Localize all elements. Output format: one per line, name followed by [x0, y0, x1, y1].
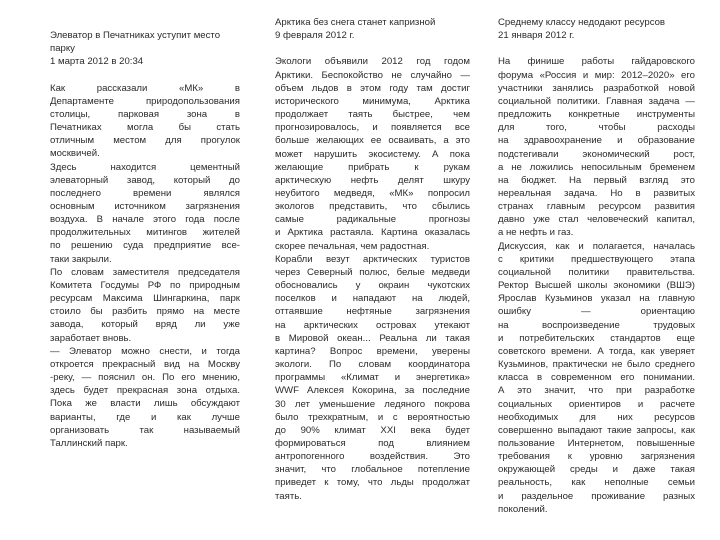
article-paragraph — [275, 253, 470, 503]
text-line: прогнозировалось, и появляется все — [275, 122, 470, 134]
text-line: давно уже стал человеческий капитал, — [498, 214, 695, 226]
text-line: реальность, как неполные семьи — [498, 477, 695, 489]
text-line: странах главным ресурсом развития — [498, 201, 695, 213]
text-line: Таллинский парк. — [50, 437, 128, 449]
text-line: Здесь находится цементный — [50, 161, 240, 173]
text-line: социальных ориентиров и расчете — [498, 398, 695, 410]
text-line: Дискуссия, как и полагается, началась — [498, 240, 695, 252]
text-line: Корабли везут арктических туристов — [275, 253, 470, 265]
text-line: участники занялись разработкой новой — [498, 82, 695, 94]
text-line: оттаявшие нефтяные загрязнения — [275, 306, 470, 318]
text-line: столицы, парковая зона в — [50, 108, 240, 120]
article-paragraph — [498, 240, 695, 516]
text-line: организовать так называемый — [50, 424, 240, 436]
text-line: по решению суда предприятие все- — [50, 240, 240, 252]
article-date: 9 февраля 2012 г. — [275, 30, 355, 42]
text-line: необходимых для них ресурсов — [498, 411, 695, 423]
text-line: WWF Алексея Кокорина, за последние — [275, 385, 470, 397]
text-line: А это значит, что при разработке — [498, 385, 695, 397]
text-line: Как рассказали «МК» в — [50, 82, 240, 94]
text-line: — Элеватор можно снести, и тогда — [50, 345, 240, 357]
text-line: желающие прибрать к рукам — [275, 161, 470, 173]
text-line: Арктики. Беспокойство не случайно — — [275, 69, 470, 81]
article-column-elevator — [50, 29, 240, 450]
article-title: Среднему классу недодают ресурсов — [498, 17, 666, 28]
text-line: Пока же власти лишь обсуждают — [50, 398, 240, 410]
text-line: ресурсам Максима Шингаркина, парк — [50, 293, 240, 305]
text-line: На финише работы гайдаровского — [498, 56, 695, 68]
text-line: таки закрыли. — [50, 253, 112, 265]
article-paragraph — [50, 345, 240, 450]
text-line: неубитого медведя, «МК» попросил — [275, 188, 470, 200]
text-line: Экологи объявили 2012 год годом — [275, 56, 470, 68]
article-paragraph — [50, 266, 240, 345]
text-line: может нарушить экосистему. А пока — [275, 148, 470, 160]
text-line: и Арктика растаяла. Картина оказалась — [275, 227, 470, 239]
text-line: значит, что глобальное потепление — [275, 464, 470, 476]
text-line: поколений. — [498, 503, 548, 515]
article-paragraph — [498, 55, 695, 239]
text-line: исторического минимума, Арктика — [275, 95, 470, 107]
text-line: арктическую нефть делят шкуру — [275, 174, 470, 186]
text-line: По словам заместителя председателя — [50, 266, 240, 278]
text-line: совершенно выпадают такие запросы, как — [498, 424, 695, 436]
text-line: социальной политики правительства. — [498, 266, 695, 278]
text-line: больше желающих ее осваивать, а это — [275, 135, 470, 147]
text-line: с критики предшествующего этапа — [498, 253, 695, 265]
spacer — [275, 42, 470, 55]
text-line: на бюджет. На первый взгляд это — [498, 174, 695, 186]
text-line: а не нефть и газ. — [498, 227, 574, 239]
text-line: -реку, — пояснил он. По его мнению, — [50, 372, 240, 384]
text-line: Комитета Госдумы РФ по природным — [50, 279, 240, 291]
text-line: воздуха. В начале этого года после — [50, 214, 240, 226]
text-line: завода, который вряд ли уже — [50, 319, 240, 331]
text-line: программы «Климат и энергетика» — [275, 372, 470, 384]
text-line: нереальная задача. Но в развитых — [498, 188, 695, 200]
article-title: Элеватор в Печатниках уступит место — [50, 30, 221, 41]
text-line: формироваться под влиянием — [275, 437, 470, 449]
text-line: Департаменте природопользования — [50, 95, 240, 107]
text-line: стоило бы разбить прямо на месте — [50, 306, 240, 318]
text-line: окружающей среды и даже такая — [498, 464, 695, 476]
text-line: советского времени. А тогда, как уверяет — [498, 345, 695, 357]
text-line: антропогенного воздействия. Это — [275, 451, 470, 463]
text-line: здесь будет прекрасная зона отдыха. — [50, 385, 240, 397]
text-line: экологов представить, что сбылись — [275, 201, 470, 213]
text-line: до 90% климат XXI века будет — [275, 424, 470, 436]
text-line: подстегивали экономический рост, — [498, 148, 695, 160]
text-line: картина? Вопрос времени, уверены — [275, 345, 470, 357]
text-line: в Мировой океан... Реальна ли такая — [275, 332, 470, 344]
text-line: Ярослав Кузьминов указал на главную — [498, 293, 695, 305]
text-line: приведет к тому, что льды продолжат — [275, 477, 470, 489]
text-line: откроется прекрасный вид на Москву — [50, 358, 240, 370]
text-line: элеваторный завод, который до — [50, 174, 240, 186]
text-line: предложить конкретные инструменты — [498, 109, 695, 121]
article-column-middle-class — [498, 16, 695, 516]
text-line: заработает вновь. — [50, 332, 132, 344]
text-line: социальной политики. Главная задача — — [498, 95, 695, 107]
article-column-arctic — [275, 16, 470, 503]
text-line: москвичей. — [50, 148, 100, 160]
text-line: таять. — [275, 490, 302, 502]
text-line: Печатниках могла бы стать — [50, 122, 240, 134]
article-paragraph — [50, 161, 240, 266]
text-line: объем льдов в этом году там достиг — [275, 82, 470, 94]
article-date: 1 марта 2012 в 20:34 — [50, 56, 144, 68]
text-line: самые радикальные прогнозы — [275, 214, 470, 226]
text-line: было трехкратным, и с вероятностью — [275, 411, 470, 423]
text-line: и раздельное проживание разных — [498, 490, 695, 502]
text-line: отличным местом для прогулок — [50, 135, 240, 147]
article-paragraph — [275, 55, 470, 252]
text-line: на арктических островах утекают — [275, 319, 470, 331]
text-line: Кузьминов, практически не было среднего — [498, 359, 695, 371]
text-line: варианты, где и как лучше — [50, 411, 240, 423]
text-line: продолжает таять быстрее, чем — [275, 109, 470, 121]
text-line: класса в современном его понимании. — [498, 372, 695, 384]
spacer — [498, 42, 695, 55]
text-line: основным источником загрязнения — [50, 201, 240, 213]
text-line: для того, чтобы расходы — [498, 122, 695, 134]
text-line: требования к уровню загрязнения — [498, 451, 695, 463]
text-line: продолжительных митингов жителей — [50, 227, 240, 239]
text-line: последнего времени являлся — [50, 187, 240, 199]
text-line: ошибку — ориентацию — [498, 306, 695, 318]
text-line: через Северный полюс, белые медведи — [275, 266, 470, 278]
article-date: 21 января 2012 г. — [498, 30, 575, 42]
text-line: Ректор Высшей школы экономики (ВШЭ) — [498, 280, 695, 292]
spacer — [50, 68, 240, 81]
text-line: и потребительских стандартов еще — [498, 332, 695, 344]
text-line: а не ложились непосильным бременем — [498, 161, 695, 173]
text-line: 30 лет уменьшение ледяного покрова — [275, 398, 470, 410]
text-line: на воспроизведение трудовых — [498, 319, 695, 331]
text-line: скорее печальная, чем радостная. — [275, 240, 430, 252]
text-line: поселков и нападают на людей, — [275, 293, 470, 305]
text-line: на здравоохранение и образование — [498, 135, 695, 147]
text-line: пользование Интернетом, повышенные — [498, 437, 695, 449]
article-title: Арктика без снега станет капризной — [275, 17, 436, 28]
article-title: парку — [50, 43, 75, 55]
text-line: обосновались у окраин чукотских — [275, 280, 470, 292]
text-line: экологи. По словам координатора — [275, 359, 470, 371]
article-paragraph — [50, 82, 240, 161]
text-line: форума «Россия и мир: 2012–2020» его — [498, 69, 695, 81]
